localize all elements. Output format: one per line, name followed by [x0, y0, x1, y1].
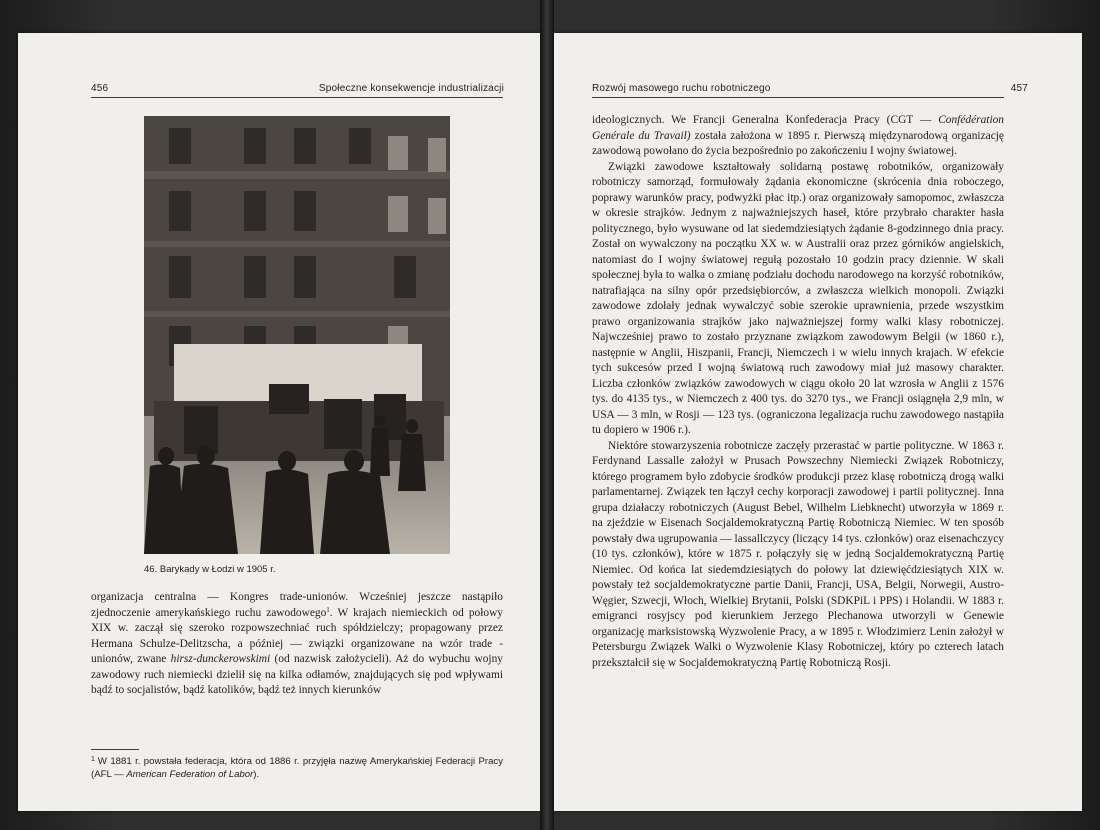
footnote-rule [91, 749, 139, 750]
footnote [91, 753, 503, 781]
right-paragraph-2: Związki zawodowe kształtowały solidarną postawę robotników, organizowały robotniczy samorząd, formułowały żądania ekonomiczne (skrócenia dnia roboczego, poprawy warunków pracy, podwyżki płac itp.) oraz organizowały samopomoc, zwłaszcza w okresie strajków. Jednym z najważniejszych haseł, które przybrało charakter hasła politycznego, było wysuwane od lat siedemdziesiątych żądanie 8-godzinnego dnia pracy. Został on wywalczony na początku XX w. w Australii oraz przez górników angielskich, natomiast do I wojny światowej regułą pozostało 10 godzin pracy dziennie. W skali społecznej była to walka o zmianę podziału dochodu narodowego na korzyść robotników, natrafiająca na silny opór przedsiębiorców, a zwłaszcza wielkich monopoli. Związki zawodowe zdołały jednak wywalczyć sobie szerokie uprawnienia, przede wszystkim prawo organizowania strajków jako najważniejszej formy walki klasy robotniczej. Najwcześniej prawo to zostało przyznane związkom zawodowym Belgii (w 1860 r.), następnie w Anglii, Hiszpanii, Francji, Niemczech i w wielu innych krajach. W efekcie tych sukcesów przed I wojną światową ruch zawodowy miał już masowy charakter. Liczba członków związków zawodowych w ciągu około 20 lat wzrosła w Anglii z 1576 tys. do 4135 tys., w Niemczech z 400 tys. do 3270 tys., we Francji osiągnęła 2,9 mln, w USA — 3 mln, w Rosji — 123 tys. (ograniczona legalizacja ruchu zawodowego nastąpiła tu dopiero w 1906 r.). [592, 160, 1004, 436]
barricade-photo-illustration [144, 116, 450, 554]
footnote-mark: 1 [91, 756, 95, 763]
right-body-text [592, 113, 1004, 671]
left-running-head [18, 83, 542, 97]
right-paragraph-1 [592, 113, 1004, 160]
left-running-title: Społeczne konsekwencje industrializacji [318, 83, 504, 94]
right-running-head [552, 83, 1082, 97]
left-page-number: 456 [91, 83, 109, 94]
right-page-number: 457 [1010, 83, 1028, 94]
right-page [552, 33, 1082, 811]
footnote-end: ). [253, 769, 260, 780]
footnote-text: W 1881 r. powstała federacja, która od 1886 r. przyjęła nazwę Amerykańskiej Federacji Pracy (AFL — [91, 756, 503, 780]
left-paragraph-italic: hirsz-dunckerowskimi [170, 653, 271, 665]
barricade-photo [144, 116, 450, 554]
left-body-text [91, 590, 503, 699]
right-paragraph-1-italic: Confédération Genérale du Travail) [592, 114, 1004, 142]
left-header-rule [91, 97, 503, 98]
footnote-reference: 1 [326, 605, 330, 614]
right-paragraph-1-end: została założona w 1895 r. Pierwszą międzynarodową organizację zawodową powołano do życia bezpośrednio po zakończeniu I wojny światowej. [592, 129, 1004, 157]
right-paragraph-1-text: ideologicznych. We Francji Generalna Konfederacja Pracy (CGT — [592, 114, 939, 126]
right-running-title: Rozwój masowego ruchu robotniczego [592, 83, 771, 94]
left-page [18, 33, 542, 811]
right-paragraph-3: Niektóre stowarzyszenia robotnicze zaczęły przerastać w partie polityczne. W 1863 r. Ferdynand Lassalle założył w Prusach Powszechny Niemiecki Związek Robotniczy, którego programem było zdobycie środków produkcji przez klasę robotniczą drogą walki parlamentarnej. Związek ten łączył cechy korporacji zawodowej i partii politycznej. Inna grupa działaczy robotniczych (August Bebel, Wilhelm Liebknecht) utworzyła w 1869 r. na zjeździe w Eisenach Socjaldemokratyczną Partię Robotniczą Niemiec. W ten sposób powstały dwa ugrupowania — lassallczycy (liczący 14 tys. członków) oraz eisenachczycy (10 tys. członków), które w 1875 r. połączyły się w jedną Socjaldemokratyczną Partię Niemiec. Od końca lat siedemdziesiątych do połowy lat dziewięćdziesiątych XIX w. powstały też socjaldemokratyczne partie Danii, Francji, USA, Belgii, Norwegii, Austro-Węgier, Szwecji, Włoch, Wielkiej Brytanii, Polski (SDKPiL i PPS) i Holandii. W 1883 r. emigranci rosyjscy pod kierunkiem Jerzego Plechanowa utworzyli w Genewie organizację marksistowską Wyzwolenie Pracy, a w 1895 r. Włodzimierz Lenin założył w Petersburgu Związek Walki o Wyzwolenie Klasy Robotniczej, który po czterech latach przekształcił się w Socjaldemokratyczną Partię Robotniczą Rosji. [592, 439, 1004, 669]
left-paragraph [91, 590, 503, 699]
left-paragraph-part1: organizacja centralna — Kongres trade-unionów. Wcześniej jeszcze nastąpiło zjednoczenie amerykańskiego ruchu zawodowego [91, 591, 503, 619]
footnote-italic: American Federation of Labor [126, 769, 254, 780]
photo-caption [144, 564, 450, 575]
left-paragraph-part2: . W krajach niemieckich od połowy XIX w. zaczął się szeroko rozpowszechniać ruch spółdzielczy; propagowany przez Hermana Schulze-Delitzscha, a później — związki organizowane na wzór trade -unionów, zwane [91, 606, 503, 665]
left-paragraph-part3: (od nazwisk założycieli). Aż do wybuchu wojny zawodowy ruch niemiecki dzielił się na kilka odłamów, znajdujących się pod wpływami bądź to socjalistów, bądź katolików, bądź też innych kierunków [91, 653, 503, 696]
right-header-rule [592, 97, 1004, 98]
caption-text: Barykady w Łodzi w 1905 r. [159, 564, 276, 575]
book-gutter [540, 0, 554, 830]
caption-number: 46. [144, 564, 158, 575]
